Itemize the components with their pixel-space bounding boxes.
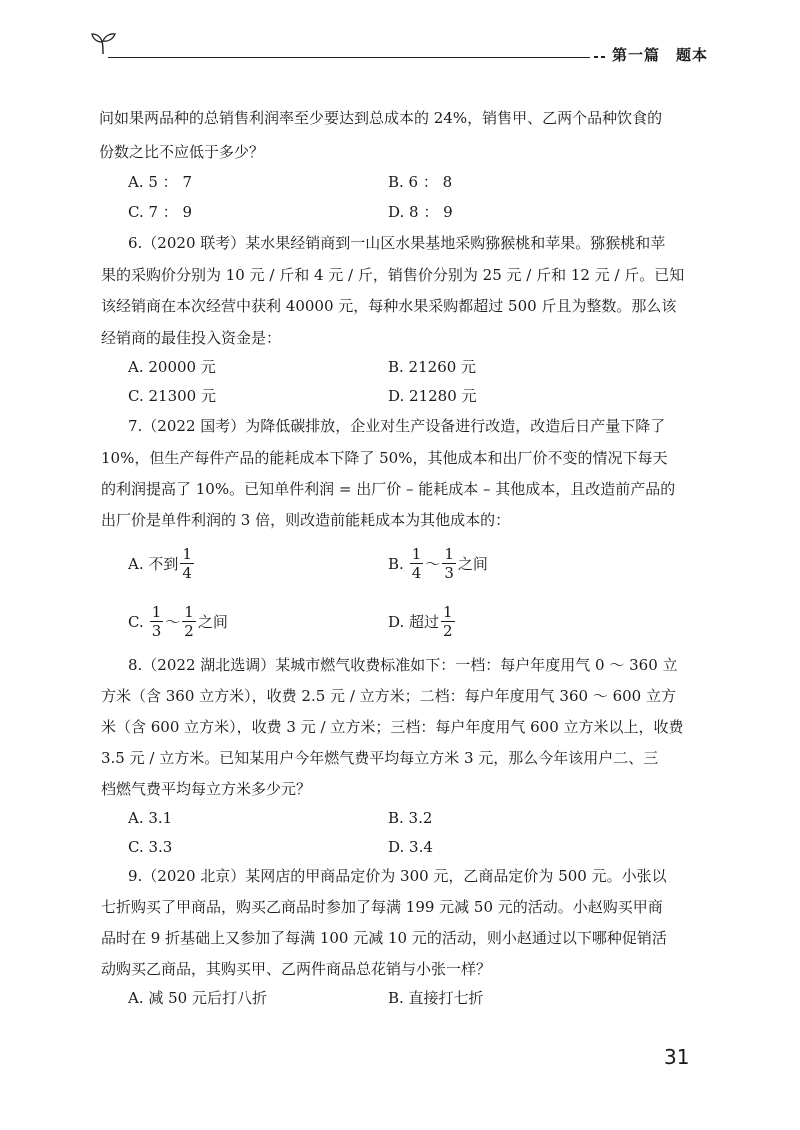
q8-line: 3.5 元 / 立方米。已知某用户今年燃气费平均每立方米 3 元，那么今年该用户二、三 <box>101 749 659 767</box>
q8-line: 米（含 600 立方米），收费 3 元 / 立方米；三档：每户年度用气 600 立方米以上，收费 <box>101 718 684 736</box>
q5-line: 份数之比不应低于多少？ <box>99 143 265 161</box>
fraction-denominator: 3 <box>444 564 454 582</box>
fraction <box>182 603 196 640</box>
q7-option-a <box>128 545 196 582</box>
q7-option-b <box>388 545 488 582</box>
fraction-denominator: 2 <box>443 622 453 640</box>
range-separator: ～ <box>425 554 441 573</box>
q8-line: 档燃气费平均每立方米多少元？ <box>101 780 312 798</box>
q7-line: 10%，但生产每件产品的能耗成本下降了 50%，其他成本和出厂价不变的情况下每天 <box>101 449 668 467</box>
fraction-denominator: 4 <box>411 564 422 582</box>
q5-option-b: B. 6 ： 8 <box>388 173 453 191</box>
q5-option-c: C. 7 ： 9 <box>128 203 193 221</box>
q7-option-a-prefix: A. 不到 <box>128 554 179 573</box>
fraction-numerator: 1 <box>444 545 454 563</box>
section-title: 第一篇 题本 <box>612 46 709 64</box>
fraction <box>441 603 455 640</box>
q6-option-c: C. 21300 元 <box>128 387 216 405</box>
q7-option-d-prefix: D. 超过 <box>388 612 440 631</box>
q6-line: 果的采购价分别为 10 元 / 斤和 4 元 / 斤，销售价分别为 25 元 / 斤和 12 元 / 斤。已知 <box>101 266 685 284</box>
q7-option-b-prefix: B. <box>388 554 404 573</box>
q8-line: 8.（2022 湖北选调）某城市燃气收费标准如下：一档：每户年度用气 0 ～ 360 立 <box>128 656 678 674</box>
q8-option-b: B. 3.2 <box>388 809 433 827</box>
q5-line: 问如果两品种的总销售利润率至少要达到总成本的 24%，销售甲、乙两个品种饮食的 <box>99 109 663 127</box>
q5-option-d: D. 8 ： 9 <box>388 203 453 221</box>
q7-option-d <box>388 603 457 640</box>
q9-line: 9.（2020 北京）某网店的甲商品定价为 300 元，乙商品定价为 500 元。小张以 <box>128 867 667 885</box>
q6-line: 该经销商在本次经营中获利 40000 元，每种水果采购都超过 500 斤且为整数。那么该 <box>101 297 677 315</box>
q9-line: 七折购买了甲商品，购买乙商品时参加了每满 199 元减 50 元的活动。小赵购买甲商 <box>101 898 663 916</box>
q9-option-b: B. 直接打七折 <box>388 989 484 1007</box>
q7-option-c <box>128 603 228 640</box>
range-separator: ～ <box>165 612 181 631</box>
q8-option-a: A. 3.1 <box>128 809 173 827</box>
q6-line: 经销商的最佳投入资金是： <box>101 329 282 347</box>
q9-line: 品时在 9 折基础上又参加了每满 100 元减 10 元的活动，则小赵通过以下哪种促销活 <box>101 929 667 947</box>
q7-option-c-prefix: C. <box>128 612 144 631</box>
q6-option-d: D. 21280 元 <box>388 387 477 405</box>
fraction-denominator: 4 <box>182 564 192 582</box>
fraction-numerator: 1 <box>151 603 162 621</box>
q7-option-c-suffix: 之间 <box>197 612 228 631</box>
q7-option-b-suffix: 之间 <box>457 554 488 573</box>
q9-option-a: A. 减 50 元后打八折 <box>128 989 267 1007</box>
q6-option-a: A. 20000 元 <box>128 358 216 376</box>
fraction <box>180 545 194 582</box>
page-number: 31 <box>664 1045 690 1069</box>
q8-option-d: D. 3.4 <box>388 838 433 856</box>
fraction <box>410 545 424 582</box>
header-rule-dash <box>594 56 598 58</box>
fraction-numerator: 1 <box>411 545 422 563</box>
sprout-leaf-icon <box>88 28 118 58</box>
fraction-denominator: 3 <box>151 622 162 640</box>
fraction-numerator: 1 <box>184 603 194 621</box>
q7-line: 7.（2022 国考）为降低碳排放，企业对生产设备进行改造，改造后日产量下降了 <box>128 417 666 435</box>
q7-line: 出厂价是单件利润的 3 倍，则改造前能耗成本为其他成本的： <box>101 511 511 529</box>
fraction-numerator: 1 <box>182 545 192 563</box>
q6-line: 6.（2020 联考）某水果经销商到一山区水果基地采购猕猴桃和苹果。猕猴桃和苹 <box>128 234 666 252</box>
q7-line: 的利润提高了 10%。已知单件利润 = 出厂价 – 能耗成本 – 其他成本，且改造前产品的 <box>101 480 676 498</box>
header-rule <box>108 57 590 58</box>
fraction-denominator: 2 <box>184 622 194 640</box>
q8-option-c: C. 3.3 <box>128 838 173 856</box>
fraction <box>442 545 456 582</box>
q9-line: 动购买乙商品，其购买甲、乙两件商品总花销与小张一样？ <box>101 960 492 978</box>
q6-option-b: B. 21260 元 <box>388 358 477 376</box>
q8-line: 方米（含 360 立方米），收费 2.5 元 / 立方米；二档：每户年度用气 360 ～ 600 立方 <box>101 687 676 705</box>
header-rule-dash <box>601 56 605 58</box>
fraction-numerator: 1 <box>443 603 453 621</box>
fraction <box>150 603 164 640</box>
q5-option-a: A. 5 ： 7 <box>128 173 192 191</box>
